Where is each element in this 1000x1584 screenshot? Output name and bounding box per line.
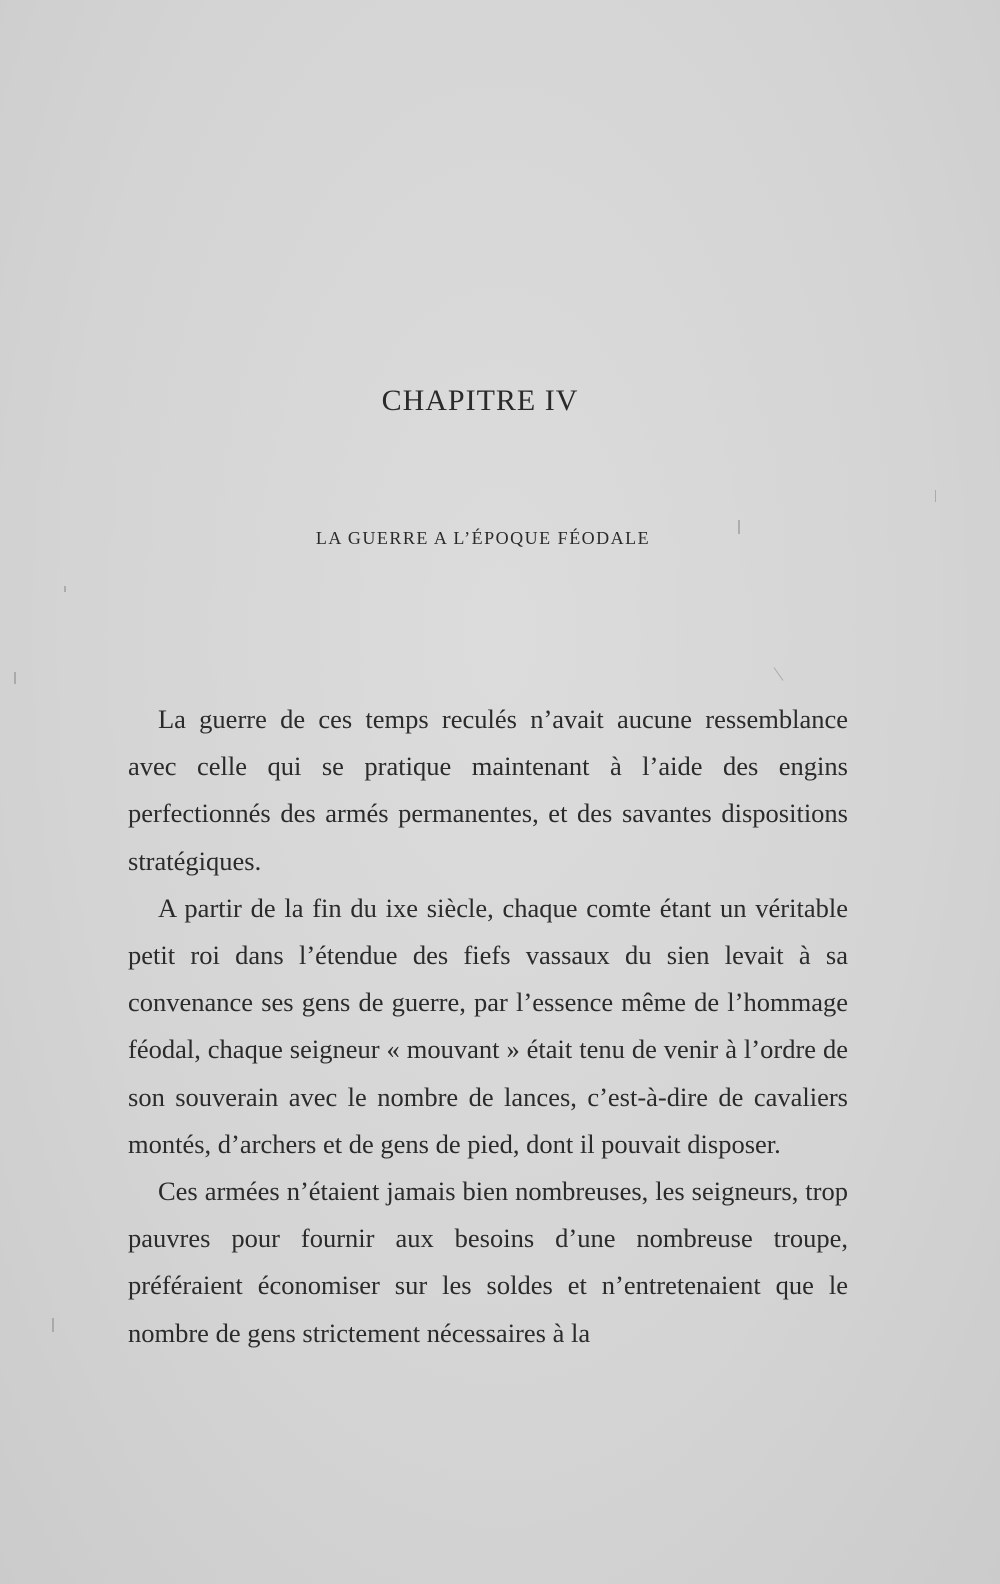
paragraph: A partir de la fin du ixe siècle, chaque comte étant un véritable petit roi dans l’étendue des fiefs vassaux du sien levait à sa convenance ses gens de guerre, par l’essence même de l’hommage féodal, chaque seigneur « mouvant » était tenu de venir à l’ordre de son souverain avec le nombre de lances, c’est-à-dire de cavaliers montés, d’archers et de gens de pied, dont il pouvait disposer. [128,892,848,1159]
paragraph: Ces armées n’étaient jamais bien nombreuses, les seigneurs, trop pauvres pour fournir aux besoins d’une nombreuse troupe, préféraient économiser sur les soldes et n’entretenaient que le nombre de gens strictement nécessaires à la [128,1176,848,1348]
paper-speck [935,490,936,502]
chapter-title: CHAPITRE IV [381,384,579,417]
paper-speck [14,672,16,684]
paper-speck [774,667,784,681]
paper-speck [738,520,740,534]
paragraph: La guerre de ces temps reculés n’avait aucune ressemblance avec celle qui se pratique maintenant à l’aide des engins perfectionnés des armés permanentes, et des savantes dispositions stratégiques. [128,704,848,876]
paper-speck [52,1318,54,1332]
paper-speck [64,586,66,592]
chapter-subtitle: LA GUERRE A L’ÉPOQUE FÉODALE [315,528,651,548]
body-text [128,696,848,1357]
